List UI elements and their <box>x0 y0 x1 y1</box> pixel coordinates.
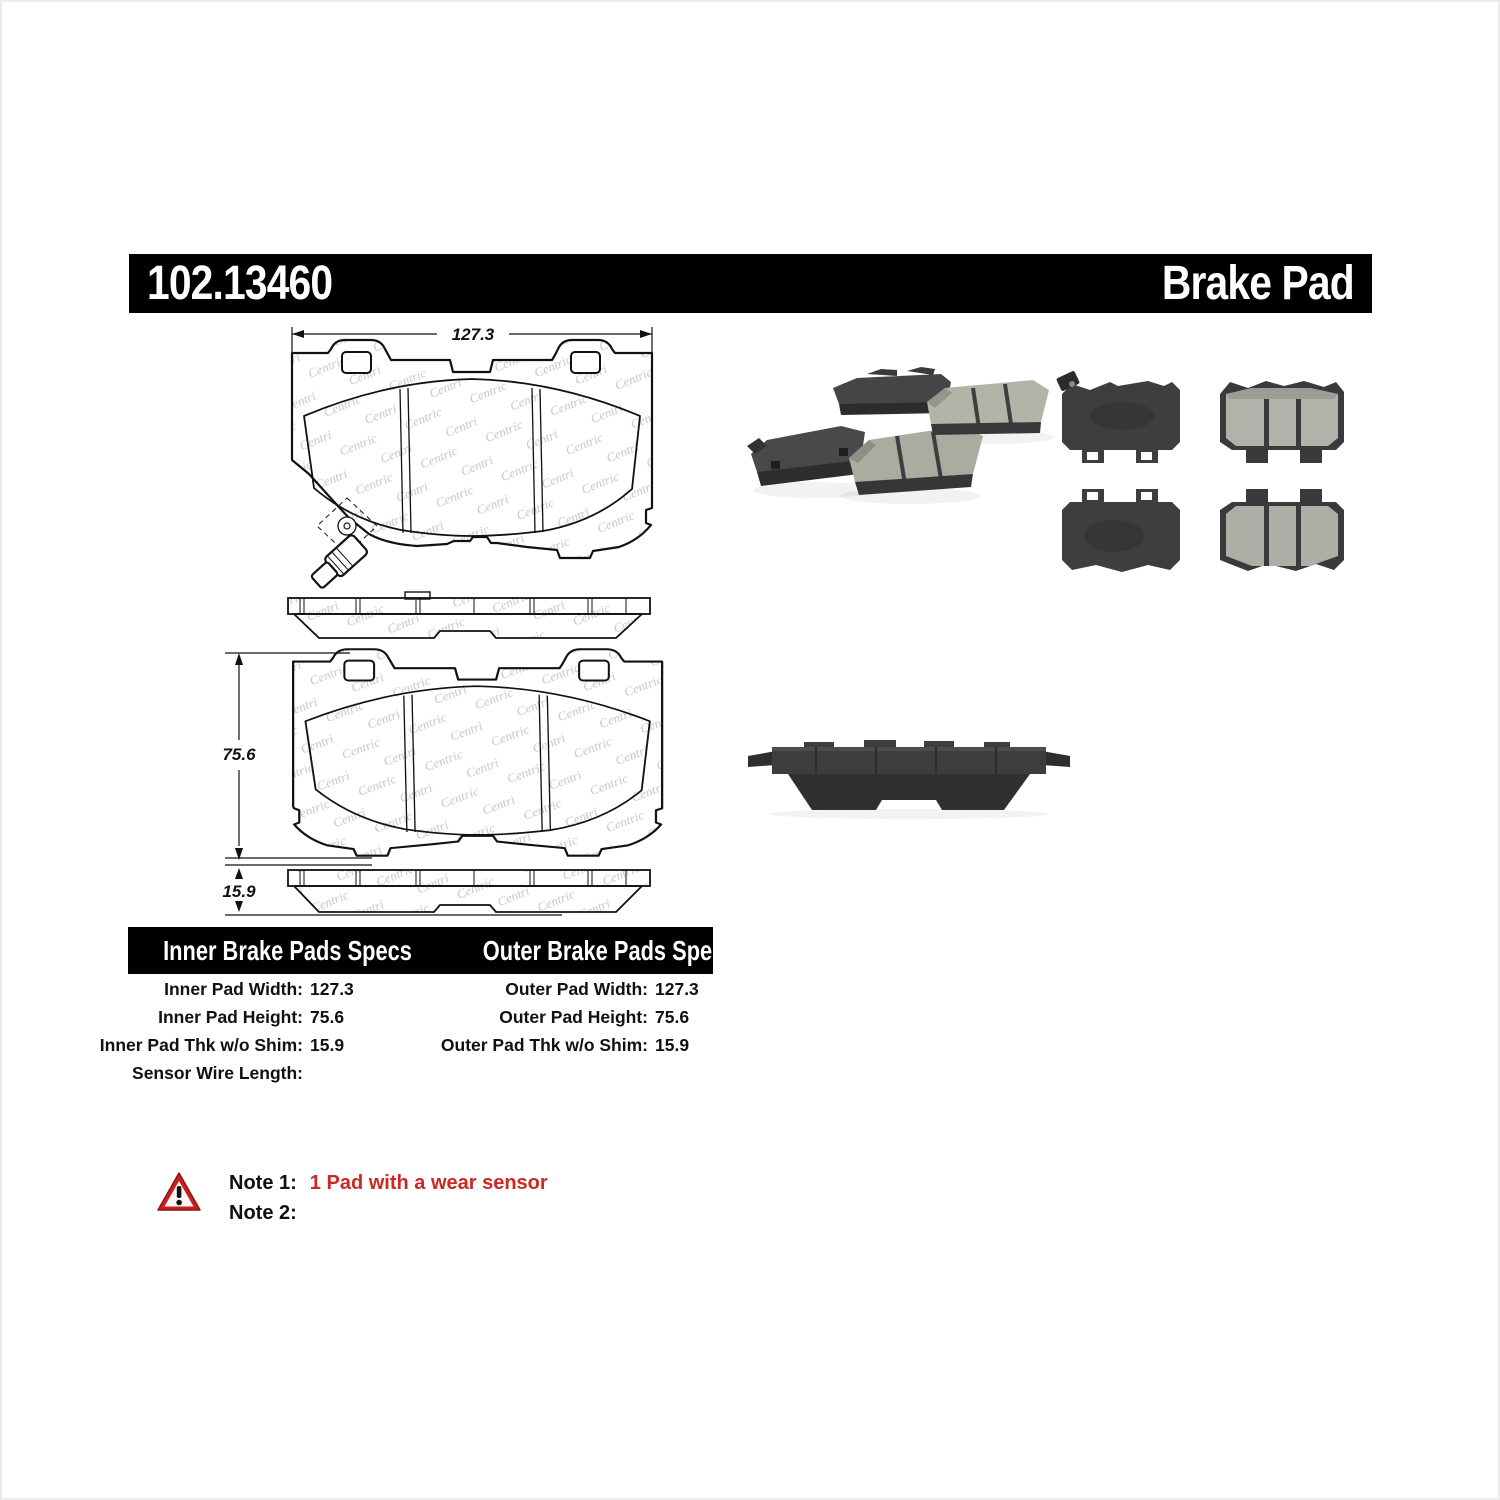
spec-row <box>83 1007 354 1035</box>
spec-row <box>83 979 354 1007</box>
note-1 <box>229 1172 548 1195</box>
spec-row <box>83 1035 354 1063</box>
top-edge-view <box>288 592 650 638</box>
outer-specs-table <box>428 979 699 1063</box>
product-name: Brake Pad <box>1162 257 1354 310</box>
brake-pad-photo <box>747 426 865 486</box>
inner-specs-title: Inner Brake Pads Specs <box>163 934 412 966</box>
ear-hole-right <box>571 352 600 373</box>
inner-specs-table <box>83 979 354 1091</box>
photo-pads-front-back <box>1052 368 1378 586</box>
dim-arrow-up <box>235 653 243 665</box>
front-view-outline <box>293 649 662 855</box>
warning-triangle-icon <box>156 1171 202 1213</box>
brake-pad-photo <box>927 380 1049 435</box>
brake-pad-photo <box>1062 489 1180 572</box>
dim-arrow-left <box>292 330 304 338</box>
photo-pad-edge <box>746 734 1072 822</box>
spec-label: Inner Pad Height: <box>158 1007 303 1027</box>
spec-row <box>428 979 699 1007</box>
spec-label: Outer Pad Thk w/o Shim: <box>440 1035 648 1055</box>
spec-value: 127.3 <box>655 979 699 999</box>
outer-specs-title: Outer Brake Pads Specs <box>482 934 737 966</box>
spec-label: Inner Pad Width: <box>164 979 303 999</box>
note2-label: Note 2: <box>229 1202 297 1224</box>
dim-arrow-right <box>640 330 652 338</box>
photo-pads-perspective <box>745 362 1065 527</box>
height-dimension-label: 75.6 <box>222 745 256 764</box>
ear-hole-right <box>579 661 609 681</box>
note1-label: Note 1: <box>229 1172 297 1194</box>
dim-arrow-down <box>235 901 243 912</box>
note1-text: 1 Pad with a wear sensor <box>309 1172 548 1194</box>
spec-label: Outer Pad Height: <box>499 1007 648 1027</box>
spec-row <box>83 1063 354 1091</box>
ear-hole-left <box>342 352 371 373</box>
brake-pad-photo <box>1220 381 1344 463</box>
spec-value: 75.6 <box>310 1007 345 1027</box>
multi-view-drawing <box>180 588 665 928</box>
part-number: 102.13460 <box>147 257 333 310</box>
brake-pad-photo <box>1220 489 1344 571</box>
brake-pad-photo <box>748 740 1070 810</box>
sensor-circle <box>338 517 356 535</box>
bottom-edge-view <box>288 870 650 912</box>
front-view-drawing <box>287 326 657 594</box>
dim-arrow-up <box>235 868 243 879</box>
width-dimension-label: 127.3 <box>451 325 495 344</box>
spec-label: Outer Pad Width: <box>505 979 648 999</box>
note-2 <box>229 1202 310 1225</box>
spec-value: 127.3 <box>310 979 354 999</box>
spec-row <box>428 1035 699 1063</box>
spec-value: 75.6 <box>655 1007 690 1027</box>
ear-hole-left <box>344 661 374 681</box>
spec-row <box>428 1007 699 1035</box>
brake-pad-photo <box>849 426 983 495</box>
spec-label: Sensor Wire Length: <box>132 1063 303 1083</box>
brake-pad-photo <box>1056 370 1180 463</box>
header-bar <box>129 254 1372 313</box>
spec-value: 15.9 <box>310 1035 345 1055</box>
specs-header-bar <box>128 927 737 974</box>
spec-value: 15.9 <box>655 1035 690 1055</box>
spec-label: Inner Pad Thk w/o Shim: <box>99 1035 303 1055</box>
sensor-connector <box>308 534 369 592</box>
thickness-dimension-label: 15.9 <box>222 882 256 901</box>
